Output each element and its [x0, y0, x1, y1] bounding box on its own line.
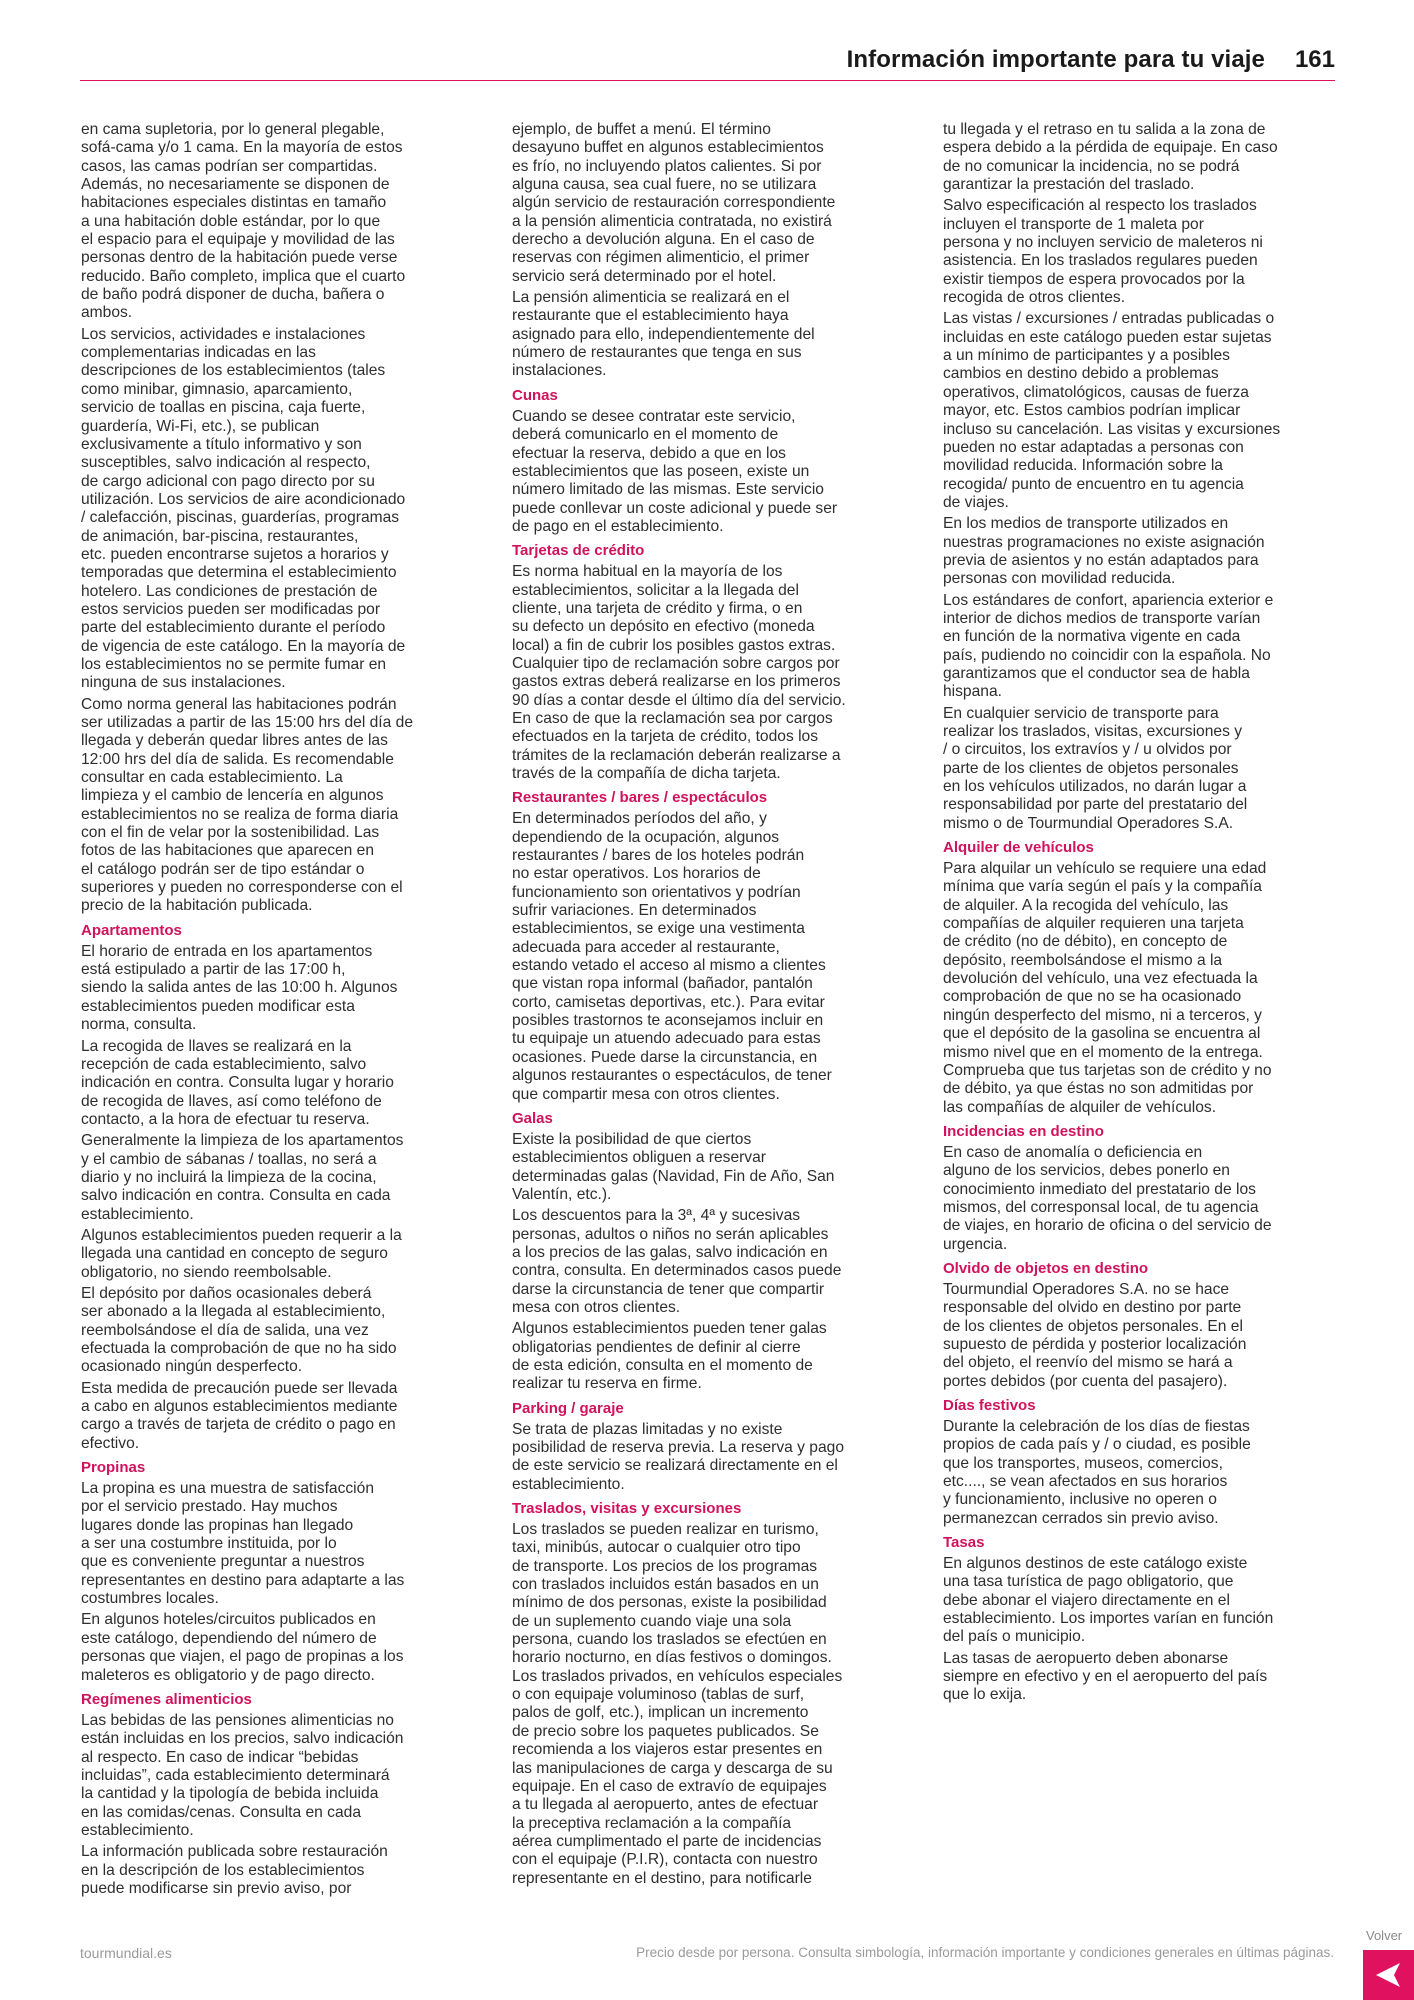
- section-heading: Apartamentos: [81, 921, 182, 939]
- paragraph: Durante la celebración de los días de fiestas propios de cada país y / o ciudad, es posible que los transportes, museos, comercios, etc...., se vean afectados en sus horarios y funcionamiento, inclusive no operen o permanezcan cerrados sin previo aviso.: [943, 1418, 1251, 1527]
- paragraph: Como norma general las habitaciones podrán ser utilizadas a partir de las 15:00 hrs del día de llegada y deberán quedar libres antes de las 12:00 hrs del día de salida. Es recomendable consultar en cada establecimiento. La limpieza y el cambio de lencería en algunos establecimientos no se realiza de forma diaria con el fin de velar por la sostenibilidad. Las fotos de las habitaciones que aparecen en el catálogo podrán ser de tipo estándar o superiores y pueden no corresponderse con el precio de la habitación publicada.: [81, 695, 413, 915]
- paragraph: El depósito por daños ocasionales deberá ser abonado a la llegada al establecimiento, reembolsándose el día de salida, una vez efectuada la comprobación de que no ha sido ocasionado ningún desperfecto.: [81, 1284, 397, 1376]
- section-heading: Parking / garaje: [512, 1399, 624, 1417]
- paragraph: en cama supletoria, por lo general plegable, sofá-cama y/o 1 cama. En la mayoría de estos casos, las camas podrían ser compartidas. Además, no necesariamente se disponen de habitaciones especiales distintas en tamaño a una habitación doble estándar, por lo que el espacio para el equipaje y movilidad de las personas dentro de la habitación puede verse reducido. Baño completo, implica que el cuarto de baño podrá disponer de ducha, bañera o ambos.: [81, 121, 406, 322]
- paragraph: ejemplo, de buffet a menú. El término desayuno buffet en algunos establecimientos es frío, no incluyendo platos calientes. Si por alguna causa, sea cual fuere, no se utilizara algún servicio de restauración correspondiente a la pensión alimenticia contratada, no existirá derecho a devolución alguna. En el caso de reservas con régimen alimenticio, el primer servicio será determinado por el hotel.: [512, 121, 836, 285]
- paragraph: La información publicada sobre restauración en la descripción de los establecimientos puede modificarse sin previo aviso, por: [81, 1843, 388, 1897]
- text-column-1: [81, 121, 466, 1917]
- paragraph: Algunos establecimientos pueden tener galas obligatorias pendientes de definir al cierre de esta edición, consulta en el momento de realizar tu reserva en firme.: [512, 1320, 827, 1393]
- paragraph: tu llegada y el retraso en tu salida a la zona de espera debido a la pérdida de equipaje. En caso de no comunicar la incidencia, no se podrá garantizar la prestación del traslado.: [943, 121, 1278, 194]
- section-heading: Tasas: [943, 1534, 985, 1552]
- paragraph: En algunos destinos de este catálogo existe una tasa turística de pago obligatorio, que debe abonar el viajero directamente en el establecimiento. Los importes varían en función del país o municipio.: [943, 1555, 1274, 1646]
- paragraph: Esta medida de precaución puede ser llevada a cabo en algunos establecimientos mediante cargo a través de tarjeta de crédito o pago en efectivo.: [81, 1379, 398, 1452]
- paragraph: Tourmundial Operadores S.A. no se hace responsable del olvido en destino por parte de los clientes de objetos personales. En el supuesto de pérdida y posterior localización del objeto, el reenvío del mismo se hará a portes debidos (por cuenta del pasajero).: [943, 1280, 1247, 1390]
- section-heading: Olvido de objetos en destino: [943, 1259, 1149, 1277]
- paragraph: Para alquilar un vehículo se requiere una edad mínima que varía según el país y la compañía de alquiler. A la recogida del vehículo, las compañías de alquiler requieren una tarjeta de crédito (no de débito), en concepto de depósito, reembolsándose el mismo a la devolución del vehículo, una vez efectuada la comprobación de que no se ha ocasionado ningún desperfecto del mismo, ni a terceros, y que el depósito de la gasolina se encuentra al mismo nivel que en el momento de la entrega. Comprueba que tus tarjetas son de crédito y no de débito, ya que éstas no son admitidas por las compañías de alquiler de vehículos.: [943, 860, 1272, 1116]
- section-heading: Regímenes alimenticios: [81, 1690, 252, 1708]
- arrow-left-icon: [1375, 1962, 1401, 1988]
- paragraph: Los servicios, actividades e instalaciones complementarias indicadas en las descripciones de los establecimientos (tales como minibar, gimnasio, aparcamiento, servicio de toallas en piscina, caja fuerte, guardería, Wi-Fi, etc.), se publican exclusivamente a título informativo y son susceptibles, salvo indicación al respecto, de cargo adicional con pago directo por su utilización. Los servicios de aire acondicionado / calefacción, piscinas, guarderías, programas de animación, bar-piscina, restaurantes, etc. pueden encontrarse sujetos a horarios y temporadas que determina el establecimiento hotelero. Las condiciones de prestación de estos servicios pueden ser modificadas por parte del establecimiento durante el período de vigencia de este catálogo. En la mayoría de los establecimientos no se permite fumar en ninguna de sus instalaciones.: [81, 325, 406, 692]
- section-heading: Traslados, visitas y excursiones: [512, 1500, 742, 1518]
- paragraph: El horario de entrada en los apartamentos está estipulado a partir de las 17:00 h, siendo la salida antes de las 10:00 h. Algunos establecimientos pueden modificar esta norma, consulta.: [81, 942, 398, 1034]
- paragraph: Generalmente la limpieza de los apartamentos y el cambio de sábanas / toallas, no será a diario y no incluirá la limpieza de la cocina, salvo indicación en contra. Consulta en cada establecimiento.: [81, 1132, 404, 1223]
- text-column-3: [943, 121, 1328, 1741]
- paragraph: La recogida de llaves se realizará en la recepción de cada establecimiento, salvo indicación en contra. Consulta lugar y horario de recogida de llaves, así como teléfono de contacto, a la hora de efectuar tu reserva.: [81, 1037, 394, 1128]
- paragraph: La pensión alimenticia se realizará en el restaurante que el establecimiento haya asignado para ello, independientemente del número de restaurantes que tenga en sus instalaciones.: [512, 289, 815, 380]
- section-heading: Tarjetas de crédito: [512, 542, 645, 560]
- section-heading: Galas: [512, 1109, 553, 1127]
- page-title: Información importante para tu viaje: [846, 46, 1265, 73]
- paragraph: La propina es una muestra de satisfacción por el servicio prestado. Hay muchos lugares donde las propinas han llegado a ser una costumbre instituida, por lo que es conveniente preguntar a nuestros representantes en destino para adaptarte a las costumbres locales.: [81, 1480, 405, 1608]
- paragraph: En los medios de transporte utilizados en nuestras programaciones no existe asignación previa de asientos y no están adaptados para personas con movilidad reducida.: [943, 515, 1265, 588]
- back-label: Volver: [1366, 1928, 1403, 1943]
- paragraph: En determinados períodos del año, y dependiendo de la ocupación, algunos restaurantes / bares de los hoteles podrán no estar operativos. Los horarios de funcionamiento son orientativos y podrían sufrir variaciones. En determinados establecimientos, se exige una vestimenta adecuada para acceder al restaurante, estando vetado el acceso al mismo a clientes que vistan ropa informal (bañador, pantalón corto, camisetas deportivas, etc.). Para evitar posibles trastornos te aconsejamos incluir en tu equipaje un atuendo adecuado para estas ocasiones. Puede darse la circunstancia, en algunos restaurantes o espectáculos, de tener que compartir mesa con otros clientes.: [512, 810, 832, 1103]
- page-number: 161: [1294, 46, 1335, 73]
- back-button[interactable]: [1363, 1950, 1414, 2000]
- paragraph: Los traslados se pueden realizar en turismo, taxi, minibús, autocar o cualquier otro tipo de transporte. Los precios de los programas con traslados incluidos están basados en un mínimo de dos personas, existe la posibilidad de un suplemento cuando viaje una sola persona, cuando los traslados se efectúen en horario nocturno, en días festivos o domingos. Los traslados privados, en vehículos especiales o con equipaje voluminoso (tablas de surf, palos de golf, etc.), implican un incremento de precio sobre los paquetes publicados. Se recomienda a los viajeros estar presentes en las manipulaciones de carga y descarga de su equipaje. En el caso de extravío de equipajes a tu llegada al aeropuerto, antes de efectuar la preceptiva reclamación a la compañía aérea cumplimentado el parte de incidencias con el equipaje (P.I.R), contacta con nuestro representante en el destino, para notificarle: [512, 1521, 843, 1887]
- paragraph: Las tasas de aeropuerto deben abonarse siempre en efectivo y en el aeropuerto del país que lo exija.: [943, 1649, 1268, 1704]
- section-heading: Cunas: [512, 386, 558, 404]
- paragraph: Cuando se desee contratar este servicio, deberá comunicarlo en el momento de efectuar la reserva, debido a que en los establecimientos que las poseen, existe un número limitado de las mismas. Este servicio puede conllevar un coste adicional y puede ser de pago en el establecimiento.: [512, 407, 838, 535]
- section-heading: Propinas: [81, 1459, 146, 1477]
- paragraph: Salvo especificación al respecto los traslados incluyen el transporte de 1 maleta por persona y no incluyen servicio de maleteros ni asistencia. En los traslados regulares pueden existir tiempos de espera provocados por la recogida de otros clientes.: [943, 197, 1263, 307]
- paragraph: Existe la posibilidad de que ciertos establecimientos obliguen a reservar determinadas galas (Navidad, Fin de Año, San Valentín, etc.).: [512, 1130, 835, 1203]
- paragraph: En algunos hoteles/circuitos publicados en este catálogo, dependiendo del número de personas que viajen, el pago de propinas a los maleteros es obligatorio y de pago directo.: [81, 1611, 404, 1684]
- paragraph: Las vistas / excursiones / entradas publicadas o incluidas en este catálogo pueden estar sujetas a un mínimo de participantes y a posibles cambios en destino debido a problemas operativos, climatológicos, causas de fuerza mayor, etc. Estos cambios podrían implicar incluso su cancelación. Las visitas y excursiones pueden no estar adaptadas a personas con movilidad reducida. Información sobre la recogida/ punto de encuentro en tu agencia de viajes.: [943, 310, 1281, 511]
- footer-site: tourmundial.es: [80, 1945, 172, 1961]
- paragraph: Los estándares de confort, apariencia exterior e interior de dichos medios de transporte varían en función de la normativa vigente en cada país, pudiendo no coincidir con la española. No garantizamos que el conductor sea de habla hispana.: [943, 591, 1274, 701]
- paragraph: Los descuentos para la 3ª, 4ª y sucesivas personas, adultos o niños no serán aplicables a los precios de las galas, salvo indicación en contra, consulta. En determinados casos puede darse la circunstancia de tener que compartir mesa con otros clientes.: [512, 1207, 842, 1316]
- paragraph: Algunos establecimientos pueden requerir a la llegada una cantidad en concepto de seguro obligatorio, no siendo reembolsable.: [81, 1226, 402, 1281]
- paragraph: Las bebidas de las pensiones alimenticias no están incluidas en los precios, salvo indicación al respecto. En caso de indicar “bebidas incluidas”, cada establecimiento determinará la cantidad y la tipología de bebida incluida en las comidas/cenas. Consulta en cada establecimiento.: [81, 1711, 404, 1839]
- paragraph: Es norma habitual en la mayoría de los establecimientos, solicitar a la llegada del cliente, una tarjeta de crédito y firma, o en su defecto un depósito en efectivo (moneda local) a fin de cubrir los posibles gastos extras. Cualquier tipo de reclamación sobre cargos por gastos extras deberá realizarse en los primeros 90 días a contar desde el último día del servicio. En caso de que la reclamación sea por cargos efectuados en la tarjeta de crédito, todos los trámites de la reclamación deberán realizarse a través de la compañía de dicha tarjeta.: [512, 563, 846, 782]
- paragraph: En caso de anomalía o deficiencia en alguno de los servicios, debes ponerlo en conocimiento inmediato del prestatario de los mismos, del corresponsal local, de tu agencia de viajes, en horario de oficina o del servicio de urgencia.: [943, 1143, 1272, 1253]
- paragraph: En cualquier servicio de transporte para realizar los traslados, visitas, excursiones y / o circuitos, los extravíos y / u olvidos por parte de los clientes de objetos personales en los vehículos utilizados, no darán lugar a responsabilidad por parte del prestatario del mismo o de Tourmundial Operadores S.A.: [943, 704, 1248, 832]
- paragraph: Se trata de plazas limitadas y no existe posibilidad de reserva previa. La reserva y pago de este servicio se realizará directamente en el establecimiento.: [512, 1420, 844, 1493]
- section-heading: Incidencias en destino: [943, 1122, 1104, 1140]
- footer-note: Precio desde por persona. Consulta simbología, información importante y condiciones generales en últimas páginas.: [636, 1945, 1334, 1960]
- page-header: [80, 40, 1335, 81]
- text-column-2: [512, 121, 897, 1921]
- section-heading: Días festivos: [943, 1397, 1036, 1414]
- section-heading: Restaurantes / bares / espectáculos: [512, 789, 768, 807]
- section-heading: Alquiler de vehículos: [943, 839, 1094, 857]
